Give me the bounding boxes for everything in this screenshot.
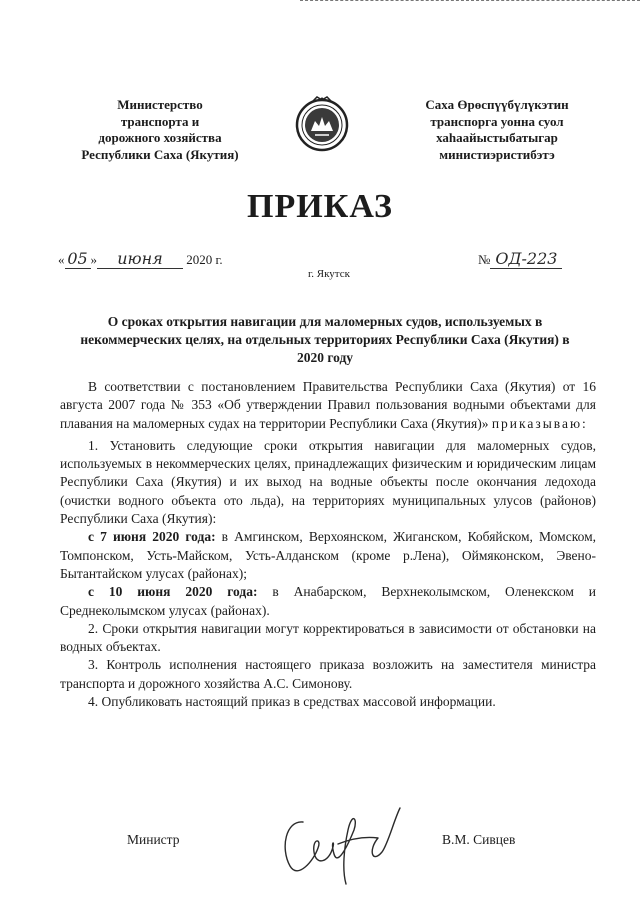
date-year: 2020 г.: [186, 252, 223, 267]
coat-of-arms-emblem-icon: [295, 95, 349, 153]
preamble-paragraph: [60, 378, 596, 433]
ministry-name-yakut: [398, 97, 596, 163]
header-right-line: хаһаайыстыбатыгар: [436, 130, 558, 145]
header-right-line: транспорга уонна суол: [430, 113, 564, 129]
header-left-line: Республики Саха (Якутия): [81, 146, 239, 162]
header-left-line: транспорта и: [120, 113, 200, 129]
item-1-paragraph: 1. Установить следующие сроки открытия навигации для маломерных судов, используемых в некоммерческих целях, принадлежащих физическим и юридическим лицам Республики Саха (Якутия) и их выход на водные объекты после окончания ледохода (очистки водного объекта ото льда), на территориях муниципальных улусов (районов) Республики Саха (Якутия):: [60, 437, 596, 527]
preamble-command: приказываю:: [491, 415, 588, 431]
ministry-name-russian: [60, 97, 260, 163]
order-number: [478, 249, 562, 269]
date-day: 05: [65, 249, 91, 269]
order-body: [60, 378, 596, 711]
date-2-label: с 10 июня 2020 года:: [88, 584, 258, 600]
date-2-paragraph: [60, 583, 596, 620]
header-left-line: Министерство: [117, 97, 203, 112]
date-close-quote: »: [90, 252, 97, 267]
date-1-label: с 7 июня 2020 года:: [88, 529, 216, 545]
signature-block: [0, 820, 640, 890]
item-3-paragraph: 3. Контроль исполнения настоящего приказа возложить на заместителя министра транспорта и дорожного хозяйства А.С. Симонову.: [60, 657, 596, 691]
header-left-line: дорожного хозяйства: [98, 130, 222, 145]
date-month: июня: [97, 249, 183, 269]
order-date: [58, 249, 223, 269]
date-1-text: в Амгинском, Верхоянском, Жиганском, Кобяйском, Момском, Томпонском, Усть-Майском, Усть-Алданском (кроме р.Лена), Оймяконском, Эвено-Бытантайском улусах (районах);: [60, 529, 596, 581]
signer-name: В.М. Сивцев: [442, 832, 516, 847]
signer-title: Министр: [127, 832, 180, 847]
city-line: г. Якутск: [308, 268, 350, 280]
item-2-paragraph: 2. Сроки открытия навигации могут корректироваться в зависимости от обстановки на водных объектах.: [60, 620, 596, 655]
item-4-paragraph: 4. Опубликовать настоящий приказ в средствах массовой информации.: [88, 694, 496, 710]
date-2-text: в Анабарском, Верхнеколымском, Оленекском и Среднеколымском улусах (районах).: [60, 584, 596, 618]
header-right-line: министиэристибэтэ: [439, 146, 555, 162]
header-right-line: Саха Өрөспүүбүлүкэтин: [425, 97, 569, 112]
document-title: ПРИКАЗ: [247, 188, 393, 225]
number-value: ОД-223: [490, 249, 562, 269]
order-subject: О сроках открытия навигации для маломерных судов, используемых в некоммерческих целях, на отдельных территориях Республики Саха (Якутия) в 2020 году: [80, 314, 570, 365]
scan-edge-line: [300, 0, 640, 1]
date-open-quote: «: [58, 252, 65, 267]
preamble-text: В соответствии с постановлением Правительства Республики Саха (Якутия) от 16 августа 2007 года № 353 «Об утверждении Правил пользования водными объектами для плавания на маломерных судах на территории Республики Саха (Якутия)»: [60, 379, 596, 431]
date-1-paragraph: [60, 528, 596, 583]
handwritten-signature-icon: [268, 800, 418, 890]
number-prefix: №: [478, 252, 491, 267]
